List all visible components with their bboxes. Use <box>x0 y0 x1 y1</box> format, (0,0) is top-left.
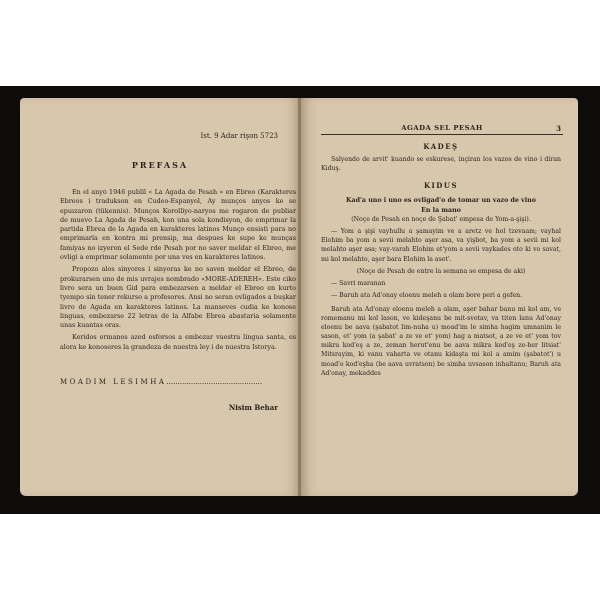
right-page <box>301 98 578 496</box>
page-number: 3 <box>556 124 561 133</box>
baruh-blessing: — Baruh ata Ad'onay eloenu meleh a olam bore peri a gefen. <box>331 291 523 299</box>
kidus-instruction-2: En la mano <box>421 206 461 214</box>
preface-title: PREFASA <box>131 160 189 170</box>
kidus-instruction-1: Kad'a uno i uno es ovligad'o de tomar un vazo de vino <box>346 197 536 205</box>
signature: Nisim Behar <box>228 403 278 412</box>
kidus-note-1: (Noçe de Pesah en noçe de Şabat' empesa de Yom-a-şişi). <box>351 216 531 224</box>
left-page <box>20 98 300 496</box>
running-header-title: AGADA SEL PESAH <box>401 124 483 132</box>
kades-title: KADEŞ <box>423 142 459 151</box>
dotted-leader: ........................................... <box>166 378 263 386</box>
running-header <box>321 124 563 135</box>
kidus-paragraph-1: — Yom a şişi vayhullu a şamayim ve a aretz ve hol tzevaam; vayhal Elohim ba yom a sevii melahto aşer asa, va yişbot, ba yom a sevii mi kol melahto aşer asa; vay-varah Elohim et'yom a sevii vaykades oto ki vo savat, mi kol melahto, aşer bara Elohim la asot'. <box>321 228 561 263</box>
kidus-title: KIDUS <box>423 181 459 191</box>
kades-text: Salyendo de arvit' kuando se eskurese, inçiran los vazos de vino i diran Kiduş. <box>321 156 561 173</box>
preface-body <box>60 188 296 355</box>
right-page-content <box>321 142 561 381</box>
kidus-note-2: (Noçe de Pesah de entre la semana se empesa de aki) <box>356 267 526 275</box>
page-date-header: Ist. 9 Adar rişon 5723 <box>200 132 278 140</box>
preface-paragraph-1: En el anyo 1946 publiī « La Agada de Pesah » en Ebreo (Karakteres Ebreos i tradukson en Cudeo-Espanyol, Ay munços anyos ke se epuızaron (tükennis). Munços Korolliyo-naryos me rogaron de publiar de muevo La Agada de Pesah, kon una sola kondisyon, de emprimar la partida Ebrea de la Agada en karakteres latinos Munço ensisti para no emprimarla en kontra mi prensip, ma despues ke supe ke munças famiyas no izyeron el Sede rde Pesah por no saver meldar el Ebreo, me ovligi a emprimar solamente por una ves en karakteres latinos. <box>60 188 296 262</box>
kidus-paragraph-2: Baruh ata Ad'onay eloenu meleh a olam, aşer bahar banu mi kol am, ve romemanu mi kol lason, ve kideşanu be mit-svotav, va titen lanu Ad'onay eloenu be aava (şabatot lim-nuha u) moad'im le simha hagim umnanim le sason, et' yom (a şabat' a ze ve et' yom) hag a matsot, a ze ve et' yom tov mikra kod'eş a ze, zeman herut'enu be aava mikra kod'eş ze-her litsiat' Mitsrayim, ki vanu vaharta ve otanu kidaşta mi kol a amim (şabatot') u moad'e kod'eşha (be aava uvratson) be simha uvsason inhaltanu; Baruh ata Ad'onay, mekaddes <box>321 305 561 377</box>
moadim-line <box>60 378 262 386</box>
preface-paragraph-2: Propozo alos sinyores i sinyoras ke no saven meldar el Ebreo, de prokurarsen uno de mis uvrajes nombrado «MORE-ADEREH». Este ciko livro sera un buen Gid para embezarsen a meldar el Ebreo en kurto tyempo sin tener rekurso a profesores. Ansi no seran ovligados a buşkar livro de Agada en karakteres latinos. La manseves cudia ke konose linguas, embezarse 22 letras de la Alfabe Ebrea abastaria solamente unas kuantas oras. <box>60 265 296 330</box>
moadim-text: MOADIM LESIMHA <box>60 378 167 386</box>
savri-line: — Savri maranan <box>331 279 386 287</box>
preface-paragraph-3: Keridos ermanos azed esforsos a embezar vuestra lingua santa, es alora ke konoseres la grandeza de nuestra ley i de nuestra Istorya. <box>60 333 296 351</box>
